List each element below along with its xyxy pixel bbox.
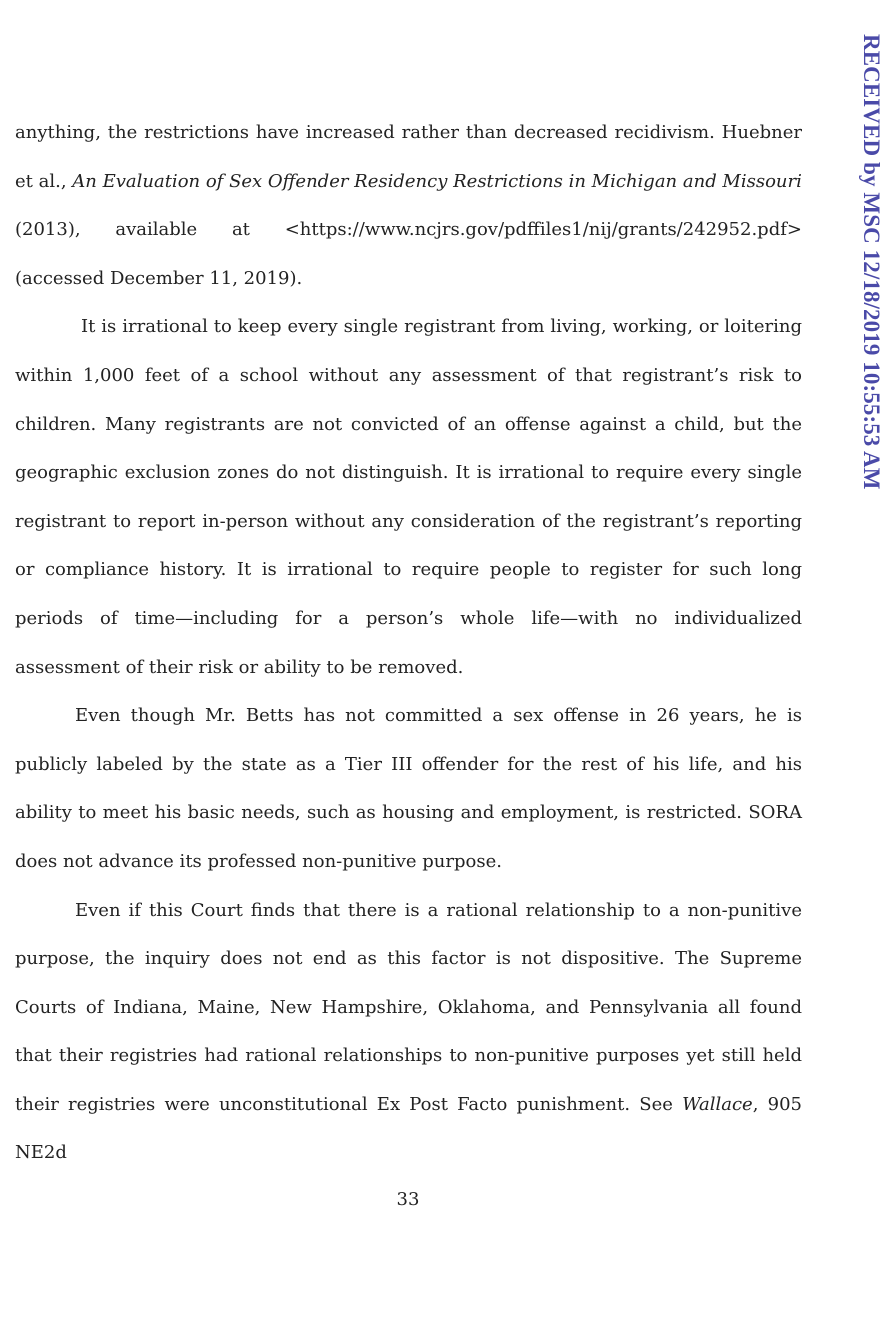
paragraph-huebner-citation — [15, 109, 802, 206]
page-body — [15, 109, 802, 1178]
paragraph-irrational: It is irrational to keep every single registrant from living, working, or loitering within 1,000 feet of a school without any assessment of that registrant’s risk to children. Many registrants are not convicted of an offense against a child, but the geographic exclusion zones do not distinguish. It is irrational to require every single registrant to report in-person without any consideration of the registrant’s reporting or compliance history. It is irrational to require people to register for such long periods of time—including for a person’s whole life—with no individualized assessment of their risk or ability to be removed. — [15, 316, 802, 678]
citation-url-line — [15, 206, 802, 255]
article-title: An Evaluation of Sex Offender Residency Restrictions in Michigan and Missouri — [72, 170, 802, 192]
paragraph-betts: Even though Mr. Betts has not committed a sex offense in 26 years, he is publicly labeled by the state as a Tier III offender for the rest of his life, and his ability to meet his basic needs, such as housing and employment, is restricted. SORA does not advance its professed non-punitive purpose. — [15, 705, 802, 872]
citation-at: at — [231, 219, 250, 241]
paragraph-text: Even if this Court finds that there is a rational relationship to a non-punitive purpose, the inquiry does not end as this factor is not dispositive. The Supreme Courts of Indiana, Maine, New Hampshire, Oklahoma, and Pennsylvania all found that their registries had rational relationships to non-punitive purposes yet still held their registries were unconstitutional Ex Post Facto punishment. See — [15, 899, 802, 1115]
page-number: 33 — [396, 1189, 420, 1210]
citation-available: available — [115, 219, 198, 241]
citation-accessed: (accessed December 11, 2019). — [15, 267, 303, 289]
case-citation: , 905 NE2d — [15, 1093, 802, 1164]
citation-url: <https://www.ncjrs.gov/pdffiles1/nij/grants/242952.pdf> — [284, 219, 802, 241]
received-stamp: RECEIVED by MSC 12/18/2019 10:55:53 AM — [859, 34, 884, 490]
citation-year: (2013), — [15, 219, 81, 241]
paragraph-text: anything, the restrictions have increased rather than decreased recidivism. Huebner et al., — [15, 122, 802, 192]
case-name: Wallace — [682, 1093, 753, 1115]
paragraph-rational-relationship — [15, 887, 802, 1179]
